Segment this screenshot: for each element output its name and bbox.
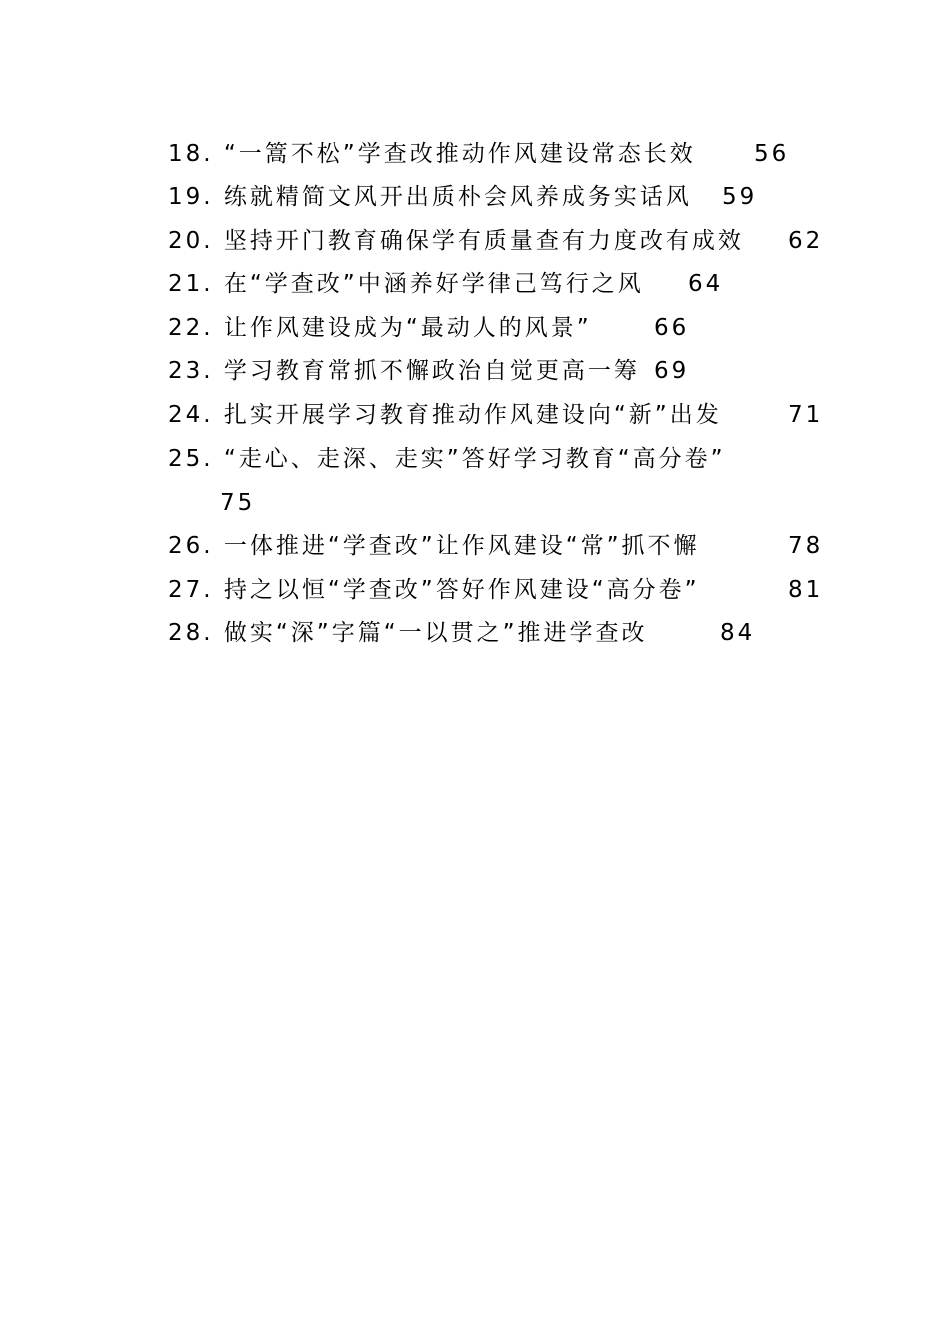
entry-page-number: 71 bbox=[788, 402, 824, 428]
entry-number: 27. bbox=[168, 577, 214, 603]
entry-page-number: 84 bbox=[720, 620, 756, 646]
toc-entry-28[interactable] bbox=[168, 618, 828, 648]
toc-entry-22[interactable] bbox=[168, 313, 828, 343]
entry-number: 28. bbox=[168, 620, 214, 646]
entry-title: 坚持开门教育确保学有质量查有力度改有成效 bbox=[223, 228, 744, 254]
toc-entry-24[interactable] bbox=[168, 400, 828, 430]
entry-page-number: 56 bbox=[754, 141, 790, 167]
entry-page-number: 66 bbox=[654, 315, 690, 341]
entry-number: 26. bbox=[168, 533, 214, 559]
entry-page-number: 62 bbox=[788, 228, 824, 254]
entry-page-number: 69 bbox=[654, 358, 690, 384]
entry-title: 让作风建设成为“最动人的风景” bbox=[223, 315, 592, 341]
entry-title: 学习教育常抓不懈政治自觉更高一筹 bbox=[223, 358, 640, 384]
entry-title: 做实“深”字篇“一以贯之”推进学查改 bbox=[223, 620, 648, 646]
entry-page-number: 59 bbox=[722, 184, 758, 210]
entry-title: “走心、走深、走实”答好学习教育“高分卷” bbox=[223, 446, 726, 472]
toc-entry-23[interactable] bbox=[168, 356, 828, 386]
entry-title: 扎实开展学习教育推动作风建设向“新”出发 bbox=[223, 402, 722, 428]
entry-number: 23. bbox=[168, 358, 214, 384]
toc-entry-21[interactable] bbox=[168, 269, 828, 299]
toc-entry-18[interactable] bbox=[168, 139, 828, 169]
entry-title: 在“学查改”中涵养好学律己笃行之风 bbox=[223, 271, 644, 297]
entry-number: 18. bbox=[168, 141, 214, 167]
entry-number: 19. bbox=[168, 184, 214, 210]
entry-number: 22. bbox=[168, 315, 214, 341]
entry-number: 25. bbox=[168, 446, 214, 472]
toc-entry-26[interactable] bbox=[168, 531, 828, 561]
entry-page-number: 75 bbox=[220, 490, 256, 516]
entry-number: 24. bbox=[168, 402, 214, 428]
entry-page-number: 64 bbox=[688, 271, 724, 297]
toc-entry-27[interactable] bbox=[168, 575, 828, 605]
entry-page-number: 81 bbox=[788, 577, 824, 603]
entry-title: 一体推进“学查改”让作风建设“常”抓不懈 bbox=[223, 533, 700, 559]
toc-entry-19[interactable] bbox=[168, 182, 828, 212]
entry-page-number: 78 bbox=[788, 533, 824, 559]
entry-title: 练就精简文风开出质朴会风养成务实话风 bbox=[223, 184, 692, 210]
entry-number: 20. bbox=[168, 228, 214, 254]
entry-title: “一篙不松”学查改推动作风建设常态长效 bbox=[223, 141, 696, 167]
entry-number: 21. bbox=[168, 271, 214, 297]
toc-entry-20[interactable] bbox=[168, 226, 828, 256]
toc-entry-25[interactable] bbox=[168, 444, 828, 474]
entry-title: 持之以恒“学查改”答好作风建设“高分卷” bbox=[223, 577, 700, 603]
